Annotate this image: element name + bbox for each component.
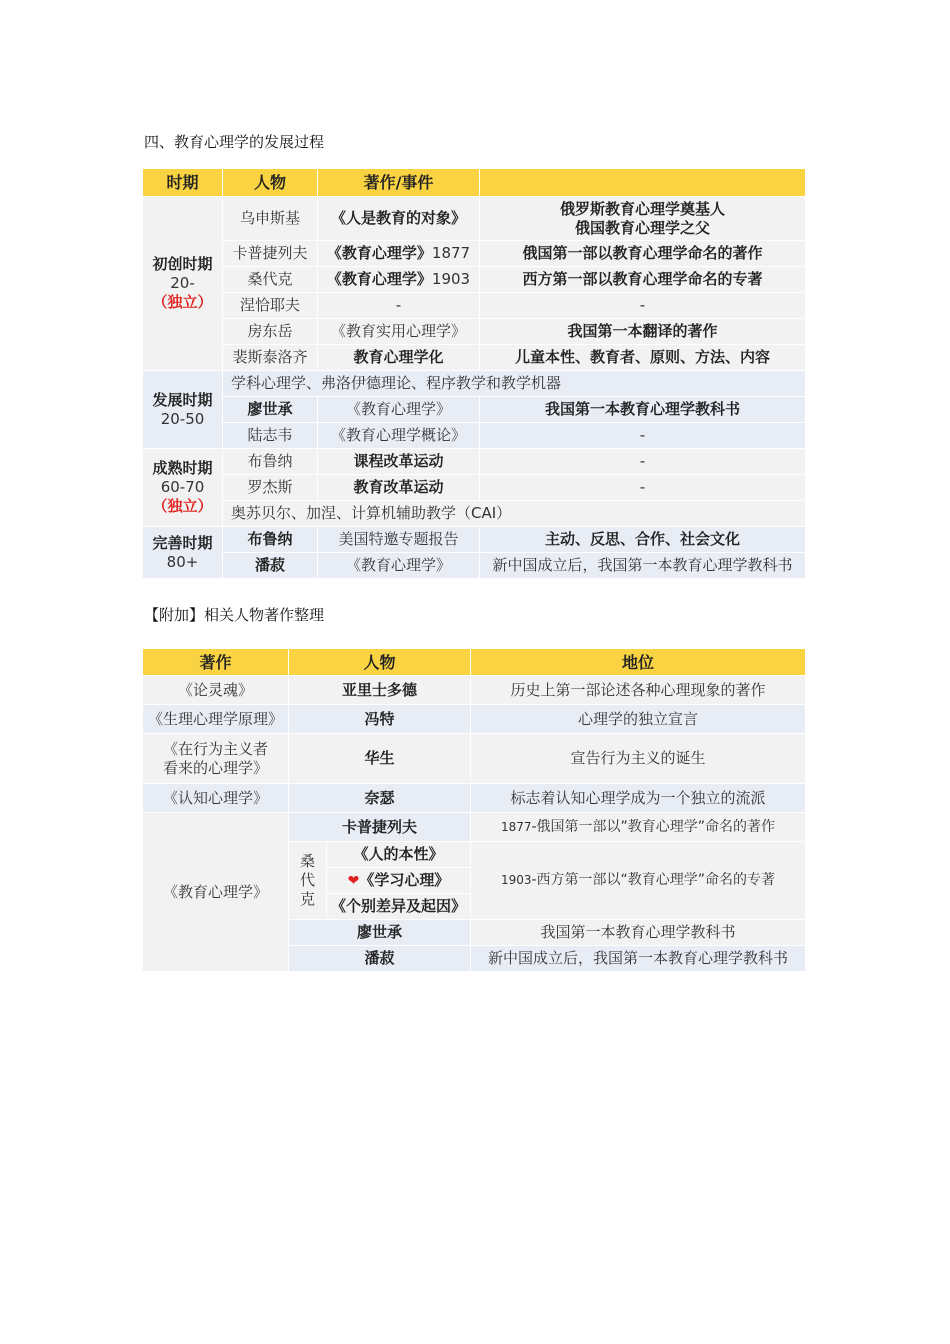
col-header-person: 人物 [223, 169, 318, 197]
person-cell: 房东岳 [223, 319, 318, 345]
note-cell: - [480, 475, 806, 501]
status-cell: 历史上第一部论述各种心理现象的著作 [471, 676, 806, 705]
status-year: 1877 [500, 819, 532, 834]
status-year: 1903 [500, 873, 532, 887]
period-cell-perfecting [143, 527, 223, 579]
person-cell: 亚里士多德 [289, 676, 471, 705]
work-cell: 《人是教育的对象》 [318, 197, 480, 241]
work-year: 1903 [431, 270, 471, 288]
thorndike-char: 桑 [299, 852, 315, 870]
work-cell: 《教育实用心理学》 [318, 319, 480, 345]
col-header-work: 著作/事件 [318, 169, 480, 197]
note-cell: - [480, 423, 806, 449]
work-cell [143, 734, 289, 784]
period-name: 发展时期 [152, 390, 213, 409]
period-cell-founding [143, 197, 223, 371]
person-cell: 潘菽 [223, 553, 318, 579]
person-cell: 华生 [289, 734, 471, 784]
work-cell [318, 267, 480, 293]
work-cell: 《生理心理学原理》 [143, 705, 289, 734]
period-name: 完善时期 [152, 533, 213, 552]
note-cell: 俄国第一部以教育心理学命名的著作 [480, 241, 806, 267]
person-cell: 布鲁纳 [223, 449, 318, 475]
col-header-period: 时期 [143, 169, 223, 197]
person-cell: 陆志韦 [223, 423, 318, 449]
work-cell-edu-psych: 《教育心理学》 [143, 813, 289, 972]
status-cell [471, 842, 806, 920]
person-cell: 廖世承 [289, 920, 471, 946]
thorndike-char: 代 [299, 871, 315, 889]
person-cell: 桑代克 [223, 267, 318, 293]
status-text: -西方第一部以“教育心理学”命名的专著 [531, 872, 776, 888]
status-cell: 我国第一本教育心理学教科书 [471, 920, 806, 946]
col-header-person: 人物 [289, 649, 471, 676]
person-cell: 廖世承 [223, 397, 318, 423]
span-cell: 奥苏贝尔、加涅、计算机辅助教学（CAI） [223, 501, 806, 527]
work-cell: 课程改革运动 [318, 449, 480, 475]
work-cell: 《教育心理学》 [318, 553, 480, 579]
note-cell: 我国第一本教育心理学教科书 [480, 397, 806, 423]
period-range: 60-70 [160, 478, 205, 496]
work-cell: 《论灵魂》 [143, 676, 289, 705]
book-cell: 《人的本性》 [327, 842, 471, 868]
col-header-note [480, 169, 806, 197]
work-cell: 《教育心理学概论》 [318, 423, 480, 449]
period-name: 初创时期 [152, 255, 213, 273]
note-cell: 主动、反思、合作、社会文化 [480, 527, 806, 553]
work-cell: 《认知心理学》 [143, 784, 289, 813]
work-cell: 教育心理学化 [318, 345, 480, 371]
status-cell: 心理学的独立宣言 [471, 705, 806, 734]
book-title: 《学习心理》 [359, 870, 450, 889]
work-year: 1877 [431, 244, 471, 262]
note-line: 俄罗斯教育心理学奠基人 [559, 199, 725, 218]
note-cell: 西方第一部以教育心理学命名的专著 [480, 267, 806, 293]
section1-heading: 四、教育心理学的发展过程 [144, 133, 325, 151]
col-header-work: 著作 [143, 649, 289, 676]
person-cell: 裴斯泰洛齐 [223, 345, 318, 371]
period-note: （独立） [152, 293, 213, 311]
person-cell: 冯特 [289, 705, 471, 734]
work-cell: 教育改革运动 [318, 475, 480, 501]
work-line: 看来的心理学》 [162, 758, 268, 777]
heart-icon: ❤ [347, 872, 360, 889]
span-cell: 学科心理学、弗洛伊德理论、程序教学和教学机器 [223, 371, 806, 397]
work-title: 《教育心理学》 [326, 270, 432, 288]
note-cell: - [480, 449, 806, 475]
status-text: -俄国第一部以”教育心理学”命名的著作 [531, 818, 776, 835]
person-cell: 罗杰斯 [223, 475, 318, 501]
col-header-status: 地位 [471, 649, 806, 676]
note-cell: 我国第一本翻译的著作 [480, 319, 806, 345]
person-cell: 卡普捷列夫 [223, 241, 318, 267]
work-cell: - [318, 293, 480, 319]
note-cell: 儿童本性、教育者、原则、方法、内容 [480, 345, 806, 371]
person-cell: 涅恰耶夫 [223, 293, 318, 319]
work-title: 《教育心理学》 [326, 244, 432, 262]
work-cell: 《教育心理学》 [318, 397, 480, 423]
period-note: （独立） [152, 497, 213, 515]
thorndike-char: 克 [299, 890, 315, 908]
period-cell-mature [143, 449, 223, 527]
person-cell: 潘菽 [289, 946, 471, 972]
period-range: 20-50 [160, 409, 205, 428]
period-range: 20- [170, 274, 195, 292]
note-line: 俄国教育心理学之父 [574, 218, 710, 237]
status-cell: 宣告行为主义的诞生 [471, 734, 806, 784]
book-cell [327, 868, 471, 894]
section2-heading: 【附加】相关人物著作整理 [144, 606, 325, 624]
period-cell-development [143, 371, 223, 449]
work-cell [318, 241, 480, 267]
period-name: 成熟时期 [152, 459, 213, 477]
person-cell: 布鲁纳 [223, 527, 318, 553]
development-table [143, 169, 806, 579]
person-cell: 卡普捷列夫 [289, 813, 471, 842]
note-cell [480, 197, 806, 241]
people-works-table [143, 649, 806, 972]
person-cell: 奈瑟 [289, 784, 471, 813]
book-cell: 《个别差异及起因》 [327, 894, 471, 920]
status-cell: 新中国成立后，我国第一本教育心理学教科书 [471, 946, 806, 972]
work-line: 《在行为主义者 [162, 739, 268, 758]
note-cell: - [480, 293, 806, 319]
status-cell: 标志着认知心理学成为一个独立的流派 [471, 784, 806, 813]
status-cell [471, 813, 806, 842]
note-cell: 新中国成立后，我国第一本教育心理学教科书 [480, 553, 806, 579]
work-cell: 美国特邀专题报告 [318, 527, 480, 553]
person-cell: 乌申斯基 [223, 197, 318, 241]
thorndike-cell [289, 842, 327, 920]
period-range: 80+ [166, 552, 199, 571]
